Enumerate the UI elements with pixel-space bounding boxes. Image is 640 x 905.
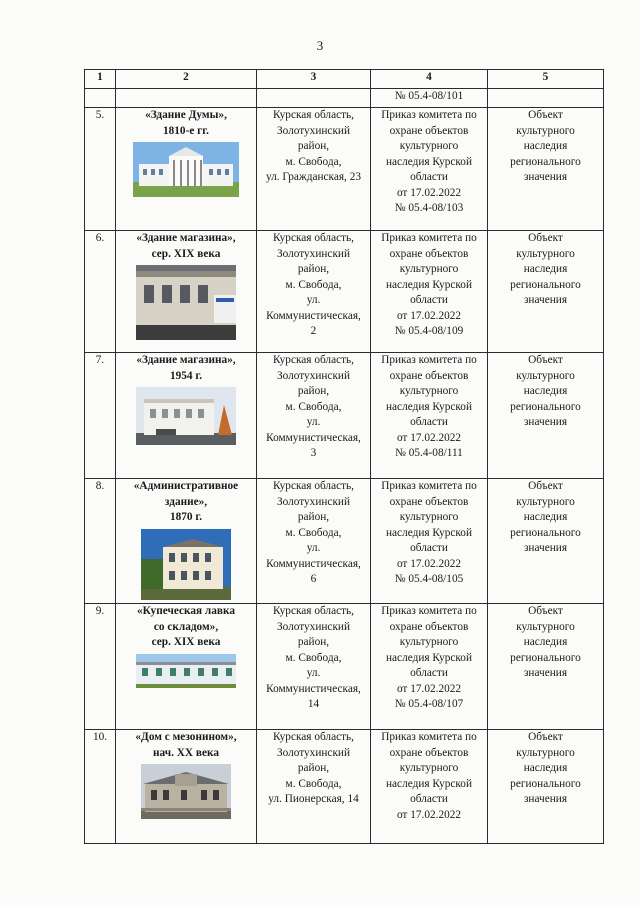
order-cell: Приказ комитета по охране объектов культурного наследия Курской области от 17.02.2022 № 05.4-08/103 bbox=[371, 108, 488, 231]
address-cell: Курская область, Золотухинский район, м. Свобода, ул. Коммунистическая, 14 bbox=[257, 604, 371, 730]
table-row bbox=[85, 231, 604, 353]
photo-merchant-shop bbox=[136, 654, 236, 688]
photo-shop-building-19c bbox=[136, 265, 236, 340]
column-header: 1 bbox=[85, 70, 116, 89]
address-cell: Курская область, Золотухинский район, м. Свобода, ул. Пионерская, 14 bbox=[257, 730, 371, 844]
order-cell: Приказ комитета по охране объектов культурного наследия Курской области от 17.02.2022 № 05.4-08/107 bbox=[371, 604, 488, 730]
object-name-cell: «Здание магазина», сер. XIX века bbox=[116, 231, 257, 353]
photo-duma-building bbox=[133, 142, 239, 197]
order-cell: Приказ комитета по охране объектов культурного наследия Курской области от 17.02.2022 bbox=[371, 730, 488, 844]
object-name-cell: «Здание Думы», 1810-е гг. bbox=[116, 108, 257, 231]
order-continuation: № 05.4-08/101 bbox=[371, 89, 488, 108]
table-header-row bbox=[85, 70, 604, 89]
status-cell: Объект культурного наследия регионального значения bbox=[488, 353, 604, 479]
address-cell: Курская область, Золотухинский район, м. Свобода, ул. Коммунистическая, 2 bbox=[257, 231, 371, 353]
object-name-cell: «Дом с мезонином», нач. XX века bbox=[116, 730, 257, 844]
status-cell: Объект культурного наследия регионального значения bbox=[488, 604, 604, 730]
photo-shop-building-1954 bbox=[136, 387, 236, 445]
heritage-objects-table bbox=[84, 69, 604, 844]
column-header: 3 bbox=[257, 70, 371, 89]
table-row bbox=[85, 479, 604, 604]
status-cell: Объект культурного наследия регионального значения bbox=[488, 479, 604, 604]
row-number: 8. bbox=[85, 479, 116, 604]
order-cell: Приказ комитета по охране объектов культурного наследия Курской области от 17.02.2022 № 05.4-08/111 bbox=[371, 353, 488, 479]
photo-house-with-mezzanine bbox=[141, 764, 231, 819]
row-number: 9. bbox=[85, 604, 116, 730]
status-cell: Объект культурного наследия регионального значения bbox=[488, 231, 604, 353]
continuation-row bbox=[85, 89, 604, 108]
table-row bbox=[85, 353, 604, 479]
table-row bbox=[85, 604, 604, 730]
address-cell: Курская область, Золотухинский район, м. Свобода, ул. Гражданская, 23 bbox=[257, 108, 371, 231]
photo-administrative-building bbox=[141, 529, 231, 600]
table-row bbox=[85, 108, 604, 231]
row-number: 10. bbox=[85, 730, 116, 844]
status-cell: Объект культурного наследия регионального значения bbox=[488, 108, 604, 231]
page-number: 3 bbox=[316, 38, 324, 53]
order-cell: Приказ комитета по охране объектов культурного наследия Курской области от 17.02.2022 № 05.4-08/109 bbox=[371, 231, 488, 353]
column-header: 4 bbox=[371, 70, 488, 89]
object-name-cell: «Купеческая лавка со складом», сер. XIX века bbox=[116, 604, 257, 730]
address-cell: Курская область, Золотухинский район, м. Свобода, ул. Коммунистическая, 6 bbox=[257, 479, 371, 604]
column-header: 5 bbox=[488, 70, 604, 89]
table-row bbox=[85, 730, 604, 844]
row-number: 7. bbox=[85, 353, 116, 479]
row-number: 5. bbox=[85, 108, 116, 231]
address-cell: Курская область, Золотухинский район, м. Свобода, ул. Коммунистическая, 3 bbox=[257, 353, 371, 479]
status-cell: Объект культурного наследия регионального значения bbox=[488, 730, 604, 844]
object-name-cell: «Здание магазина», 1954 г. bbox=[116, 353, 257, 479]
row-number: 6. bbox=[85, 231, 116, 353]
order-cell: Приказ комитета по охране объектов культурного наследия Курской области от 17.02.2022 № 05.4-08/105 bbox=[371, 479, 488, 604]
object-name-cell: «Административное здание», 1870 г. bbox=[116, 479, 257, 604]
column-header: 2 bbox=[116, 70, 257, 89]
